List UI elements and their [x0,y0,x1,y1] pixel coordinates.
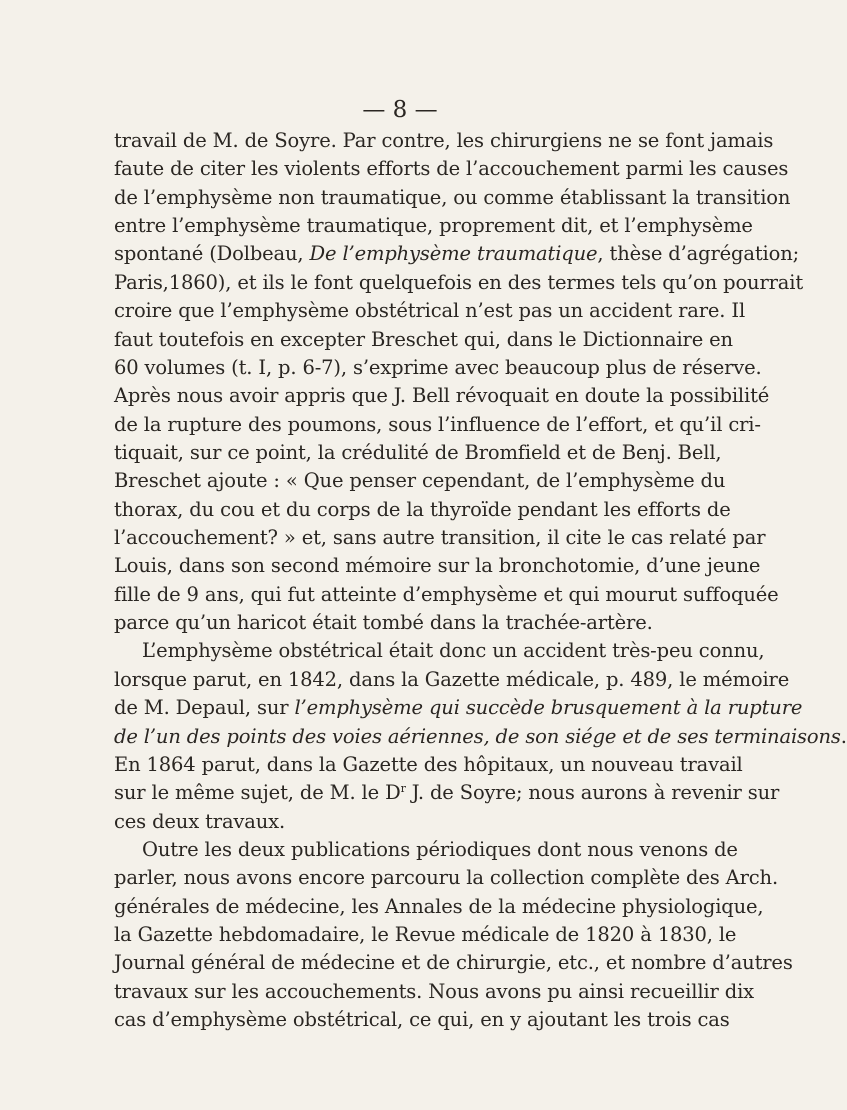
text-line [114,496,731,524]
text-segment: de la rupture des poumons, sous l’influence de l’effort, et qu’il cri- [114,412,761,436]
text-segment: travail de M. de Soyre. Par contre, les chirurgiens ne se font jamais [114,129,774,152]
italic-title: de l’un des points des voies aériennes, de son siége et de ses terminaisons [114,724,841,748]
text-line [114,1006,730,1034]
text-line [114,723,847,751]
text-segment: parce qu’un haricot était tombé dans la trachée-artère. [114,611,653,635]
text-segment: , thèse d’agrégation; [597,242,800,266]
text-line [114,326,733,354]
text-segment: Paris,1860), et ils le font quelquefois en des termes tels qu’on pourrait [114,270,804,294]
text-line [114,751,743,779]
text-segment: sur le même sujet, de M. le D [114,781,401,805]
text-line [114,581,779,609]
text-segment: fille de 9 ans, qui fut atteinte d’emphysème et qui mourut suffoquée [114,582,779,606]
page-number: — 8 — [362,97,438,123]
text-segment: de l’emphysème non traumatique, ou comme établissant la transition [114,185,791,209]
text-line [114,354,762,382]
text-line [114,127,774,155]
text-line [114,269,804,297]
text-segment: générales de médecine, les Annales de la médecine physiologique, [114,894,764,918]
text-segment: entre l’emphysème traumatique, proprement dit, et l’emphysème [114,214,753,238]
italic-title: l’emphysème qui succède brusquement à la rupture [294,696,803,720]
text-line [114,184,791,212]
text-line [114,411,761,439]
text-segment: L’emphysème obstétrical était donc un accident très-peu connu, [142,639,765,663]
text-line [114,666,790,694]
text-line [114,609,694,637]
text-line [114,467,726,495]
text-line [114,637,765,665]
superscript: r [400,782,406,796]
text-segment: la Gazette hebdomadaire, le Revue médicale de 1820 à 1830, le [114,923,737,947]
text-line [114,155,789,183]
text-segment: faute de citer les violents efforts de l’accouchement parmi les causes [114,157,789,181]
text-segment: . [840,724,847,748]
text-line [114,212,753,240]
italic-title: De l’emphysème traumatique [309,242,598,266]
text-line [114,779,780,807]
text-segment: lorsque parut, en 1842, dans la Gazette médicale, p. 489, le mémoire [114,667,790,691]
text-segment: En 1864 parut, dans la Gazette des hôpitaux, un nouveau travail [114,752,743,776]
text-line [114,836,738,864]
text-segment: Louis, dans son second mémoire sur la bronchotomie, d’une jeune [114,554,761,578]
text-segment: spontané (Dolbeau, [114,242,310,266]
text-line [114,297,746,325]
text-segment: thorax, du cou et du corps de la thyroïde pendant les efforts de [114,497,731,521]
text-line [114,552,761,580]
text-segment: l’accouchement? » et, sans autre transition, il cite le cas relaté par [114,526,766,550]
text-line [114,978,754,1006]
text-segment: travaux sur les accouchements. Nous avons pu ainsi recueillir dix [114,979,754,1003]
text-line [114,808,694,836]
text-segment: croire que l’emphysème obstétrical n’est pas un accident rare. Il [114,299,746,323]
text-segment: de M. Depaul, sur [114,696,295,720]
text-line [114,864,779,892]
text-segment: Breschet ajoute : « Que penser cependant, de l’emphysème du [114,469,726,493]
text-segment: faut toutefois en excepter Breschet qui, dans le Dictionnaire en [114,327,733,351]
text-line [114,382,770,410]
text-line [114,893,764,921]
text-line [114,694,803,722]
text-line [114,439,722,467]
text-segment: tiquait, sur ce point, la crédulité de Bromfield et de Benj. Bell, [114,440,722,464]
text-segment: cas d’emphysème obstétrical, ce qui, en y ajoutant les trois cas [114,1008,730,1032]
text-segment: parler, nous avons encore parcouru la collection complète des Arch. [114,866,779,890]
text-line [114,921,737,949]
text-segment: ces deux travaux. [114,809,286,833]
text-line [114,524,766,552]
text-segment: Après nous avoir appris que J. Bell révoquait en doute la possibilité [114,384,770,408]
text-segment: 60 volumes (t. I, p. 6-7), s’exprime avec beaucoup plus de réserve. [114,355,762,379]
text-line [114,949,793,977]
text-segment: Journal général de médecine et de chirurgie, etc., et nombre d’autres [114,951,793,975]
text-line [114,240,800,268]
text-segment: J. de Soyre; nous aurons à revenir sur [405,781,780,805]
body-text [114,127,847,1035]
text-segment: Outre les deux publications périodiques dont nous venons de [142,837,738,861]
